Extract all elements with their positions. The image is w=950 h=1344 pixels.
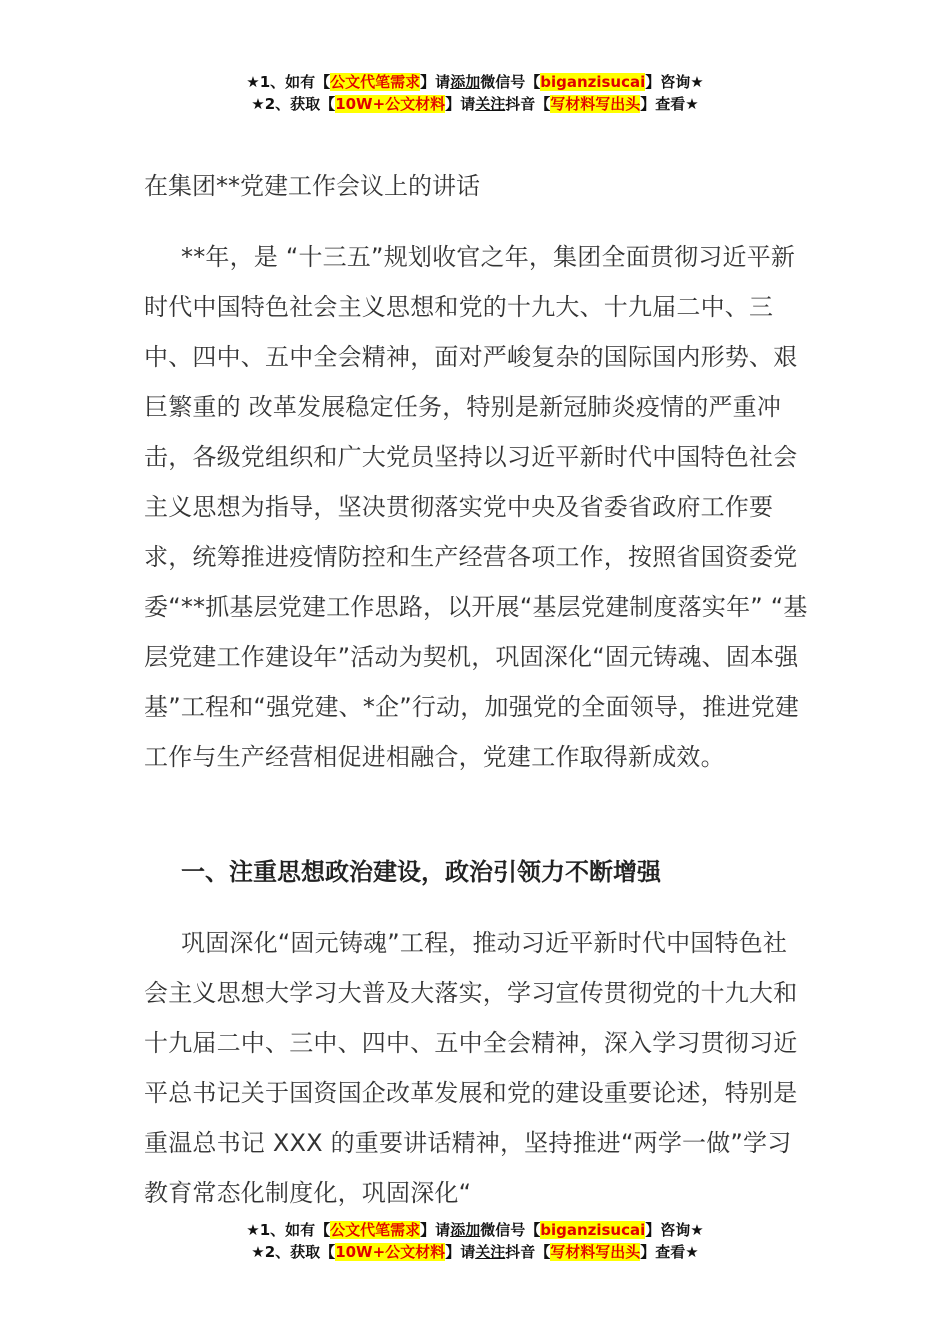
- promo-highlight: biganzisucai: [540, 73, 646, 91]
- promo-text: 抖音【: [505, 1243, 551, 1261]
- promo-highlight: 写材料写出头: [550, 1243, 641, 1261]
- promo-text: ★2、获取【: [251, 95, 336, 113]
- promo-underline: 添加: [450, 1221, 481, 1239]
- promo-line-2: [0, 93, 950, 115]
- promo-text: 】请: [445, 1243, 476, 1261]
- promo-text: 】请: [445, 95, 476, 113]
- promo-banner-bottom: [0, 1219, 950, 1263]
- promo-text: ★1、如有【: [246, 1221, 331, 1239]
- promo-highlight: biganzisucai: [540, 1221, 646, 1239]
- promo-banner-top: [0, 71, 950, 115]
- promo-line-1: [0, 71, 950, 93]
- promo-highlight: 公文代笔需求: [330, 1221, 421, 1239]
- promo-line-1: [0, 1219, 950, 1241]
- promo-text: 】请: [420, 1221, 451, 1239]
- promo-highlight: 10W+公文材料: [335, 1243, 446, 1261]
- promo-highlight: 10W+公文材料: [335, 95, 446, 113]
- promo-highlight: 写材料写出头: [550, 95, 641, 113]
- promo-underline: 添加: [450, 73, 481, 91]
- promo-text: ★2、获取【: [251, 1243, 336, 1261]
- body-paragraph-2: 巩固深化“固元铸魂”工程，推动习近平新时代中国特色社会主义思想大学习大普及大落实，学习宣传贯彻党的十九大和十九届二中、三中、四中、五中全会精神，深入学习贯彻习近平总书记关于国资国企改革发展和党的建设重要论述，特别是重温总书记 XXX 的重要讲话精神，坚持推进“两学一做”学习教育常态化制度化，巩固深化“: [144, 929, 798, 1207]
- body-paragraph-1: **年，是 “十三五”规划收官之年，集团全面贯彻习近平新时代中国特色社会主义思想和党的十九大、十九届二中、三中、四中、五中全会精神，面对严峻复杂的国际国内形势、艰巨繁重的 改革发展稳定任务，特别是新冠肺炎疫情的严重冲击，各级党组织和广大党员坚持以习近平新时代中国特色社会主义思想为指导，坚决贯彻落实党中央及省委省政府工作要求，统筹推进疫情防控和生产经营各项工作，按照省国资委党委“**抓基层党建工作思路，以开展“基层党建制度落实年” “基层党建工作建设年”活动为契机，巩固深化“固元铸魂、固本强基”工程和“强党建、*企”行动，加强党的全面领导，推进党建工作与生产经营相促进相融合，党建工作取得新成效。: [144, 243, 808, 771]
- promo-text: 微信号【: [480, 73, 541, 91]
- promo-text: 】咨询★: [645, 73, 704, 91]
- promo-text: ★1、如有【: [246, 73, 331, 91]
- promo-text: 】请: [420, 73, 451, 91]
- promo-text: 抖音【: [505, 95, 551, 113]
- promo-text: 】查看★: [640, 1243, 699, 1261]
- promo-highlight: 公文代笔需求: [330, 73, 421, 91]
- document-title: 在集团**党建工作会议上的讲话: [144, 172, 480, 200]
- promo-line-2: [0, 1241, 950, 1263]
- promo-text: 微信号【: [480, 1221, 541, 1239]
- promo-text: 】查看★: [640, 95, 699, 113]
- promo-text: 】咨询★: [645, 1221, 704, 1239]
- promo-underline: 关注: [475, 95, 506, 113]
- section-heading-1: 一、注重思想政治建设，政治引领力不断增强: [181, 858, 661, 886]
- promo-underline: 关注: [475, 1243, 506, 1261]
